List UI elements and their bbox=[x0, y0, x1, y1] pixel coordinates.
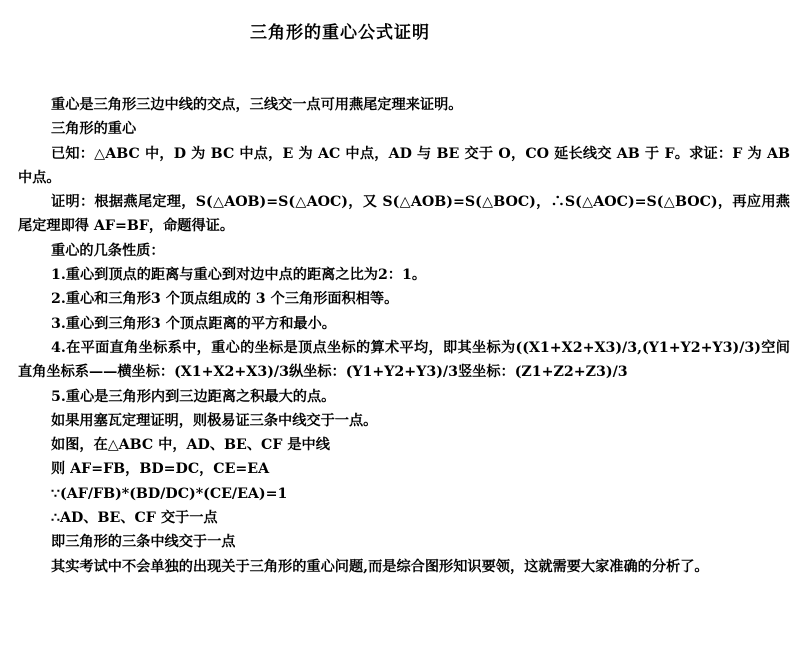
paragraph-properties-heading: 重心的几条性质： bbox=[51, 242, 165, 259]
article-title: 三角形的重心公式证明 bbox=[250, 23, 430, 43]
paragraph-property-3: 3.重心到三角形3 个顶点距离的平方和最小。 bbox=[51, 315, 336, 332]
paragraph-ceva-equal: 则 AF=FB，BD=DC，CE=EA bbox=[51, 461, 270, 478]
paragraph-property-4: 4.在平面直角坐标系中，重心的坐标是顶点坐标的算术平均，即其坐标为((X1+X2+X3)/3,(Y1+Y2+Y3)/3)空间直角坐标系——横坐标：(X1+X2+X3)/3纵坐标：(Y1+Y2+Y3)/3竖坐标：(Z1+Z2+Z3)/3 bbox=[18, 339, 790, 381]
paragraph-ceva-conclusion: 即三角形的三条中线交于一点 bbox=[51, 534, 236, 551]
paragraph-ceva-figure: 如图，在△ABC 中，AD、BE、CF 是中线 bbox=[51, 437, 330, 454]
paragraph-ceva-therefore: ∴AD、BE、CF 交于一点 bbox=[51, 510, 218, 527]
paragraph-intro: 重心是三角形三边中线的交点，三线交一点可用燕尾定理来证明。 bbox=[51, 97, 463, 113]
paragraph-closing: 其实考试中不会单独的出现关于三角形的重心问题,而是综合图形知识要领，这就需要大家准确的分析了。 bbox=[51, 558, 709, 575]
paragraph-proof: 证明：根据燕尾定理，S(△AOB)=S(△AOC)，又 S(△AOB)=S(△BOC)，∴S(△AOC)=S(△BOC)，再应用燕尾定理即得 AF=BF，命题得证。 bbox=[18, 194, 790, 235]
article-body bbox=[18, 93, 790, 579]
paragraph-property-2: 2.重心和三角形3 个顶点组成的 3 个三角形面积相等。 bbox=[51, 291, 399, 308]
paragraph-property-1: 1.重心到顶点的距离与重心到对边中点的距离之比为2：1。 bbox=[51, 267, 427, 284]
paragraph-section-heading: 三角形的重心 bbox=[51, 121, 137, 138]
paragraph-given: 已知：△ABC 中，D 为 BC 中点，E 为 AC 中点，AD 与 BE 交于 O，CO 延长线交 AB 于 F。求证：F 为 AB 中点。 bbox=[18, 145, 790, 186]
paragraph-ceva-because: ∵(AF/FB)*(BD/DC)*(CE/EA)=1 bbox=[51, 485, 288, 502]
paragraph-ceva-intro: 如果用塞瓦定理证明，则极易证三条中线交于一点。 bbox=[51, 412, 378, 429]
paragraph-property-5: 5.重心是三角形内到三边距离之积最大的点。 bbox=[51, 388, 336, 405]
